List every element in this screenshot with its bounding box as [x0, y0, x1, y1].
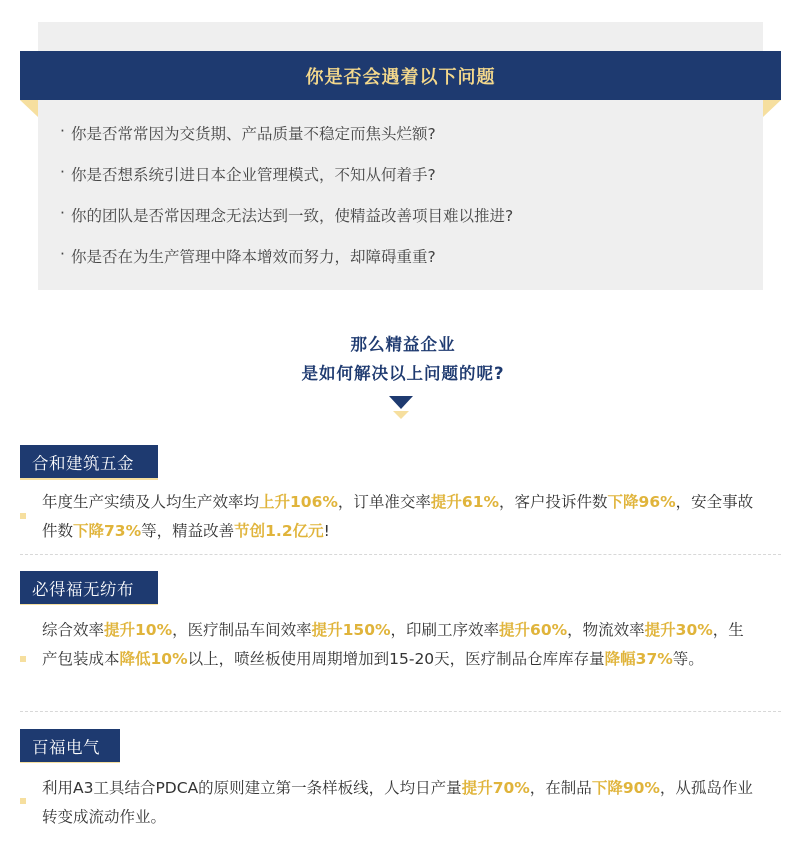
text-run: ，客户投诉件数	[499, 493, 608, 511]
text-run: ，生产包装成本	[42, 621, 744, 668]
case-name: 合和建筑五金	[32, 453, 134, 473]
case-divider	[20, 554, 781, 555]
text-run: 以上，喷丝板使用周期增加到15-20天，医疗制品仓库库存量	[187, 650, 605, 668]
case-description	[42, 616, 754, 674]
middle-title-line1: 那么精益企业	[350, 335, 456, 354]
banner-fold-left	[20, 100, 38, 117]
case-marker	[20, 656, 26, 662]
problem-text: 你是否常常因为交货期、产品质量不稳定而焦头烂额?	[70, 125, 436, 143]
bullet-dot: ·	[60, 163, 65, 181]
problem-text: 你的团队是否常因理念无法达到一致，使精益改善项目难以推进?	[70, 207, 514, 225]
problems-banner-title: 你是否会遇着以下问题	[305, 66, 496, 88]
middle-title-line2: 是如何解决以上问题的呢?	[301, 364, 505, 383]
problems-list	[60, 118, 513, 282]
highlight-metric: 提升61%	[430, 493, 500, 511]
case-tag-bidefu	[20, 571, 158, 604]
case-description	[42, 774, 754, 832]
highlight-metric: 提升150%	[311, 621, 391, 639]
highlight-metric: 节创1.2亿元	[234, 522, 324, 540]
text-run: ，物流效率	[567, 621, 645, 639]
highlight-metric: 下降90%	[591, 779, 660, 797]
banner-fold-right	[763, 100, 781, 117]
problems-banner	[20, 51, 781, 100]
problem-item	[60, 159, 513, 200]
case-name: 必得福无纺布	[32, 579, 134, 599]
highlight-metric: 上升106%	[259, 493, 338, 511]
highlight-metric: 提升30%	[644, 621, 713, 639]
highlight-metric: 下降96%	[607, 493, 676, 511]
highlight-metric: 降低10%	[119, 650, 188, 668]
case-divider	[20, 711, 781, 712]
text-run: !	[323, 522, 330, 540]
highlight-metric: 提升60%	[499, 621, 568, 639]
bullet-dot: ·	[60, 122, 65, 140]
text-run: ，在制品	[529, 779, 592, 797]
bullet-dot: ·	[60, 245, 65, 263]
text-run: 年度生产实绩及人均生产效率均	[42, 493, 260, 511]
problem-item	[60, 241, 513, 282]
text-run: 综合效率	[42, 621, 105, 639]
highlight-metric: 下降73%	[73, 522, 142, 540]
bullet-dot: ·	[60, 204, 65, 222]
problem-text: 你是否在为生产管理中降本增效而努力，却障碍重重?	[70, 248, 436, 266]
text-run: ，从孤岛作业转变成流动作业。	[42, 779, 753, 826]
text-run: ，订单准交率	[337, 493, 431, 511]
down-arrow-accent-icon	[393, 411, 409, 419]
text-run: ，印刷工序效率	[390, 621, 500, 639]
case-tag-baifu	[20, 729, 120, 762]
case-description	[42, 488, 754, 546]
problem-text: 你是否想系统引进日本企业管理模式，不知从何着手?	[70, 166, 436, 184]
highlight-metric: 提升10%	[104, 621, 173, 639]
case-marker	[20, 513, 26, 519]
highlight-metric: 降幅37%	[604, 650, 673, 668]
problem-item	[60, 200, 513, 241]
text-run: 等，精益改善	[141, 522, 235, 540]
text-run: 等。	[672, 650, 704, 668]
case-marker	[20, 798, 26, 804]
text-run: ，安全事故件数	[42, 493, 754, 540]
text-run: ，医疗制品车间效率	[172, 621, 312, 639]
problem-item	[60, 118, 513, 159]
case-tag-hehe	[20, 445, 158, 478]
text-run: 利用A3工具结合PDCA的原则建立第一条样板线，人均日产量	[42, 779, 462, 797]
down-arrow-icon	[389, 396, 413, 409]
case-name: 百福电气	[32, 737, 100, 757]
highlight-metric: 提升70%	[461, 779, 530, 797]
